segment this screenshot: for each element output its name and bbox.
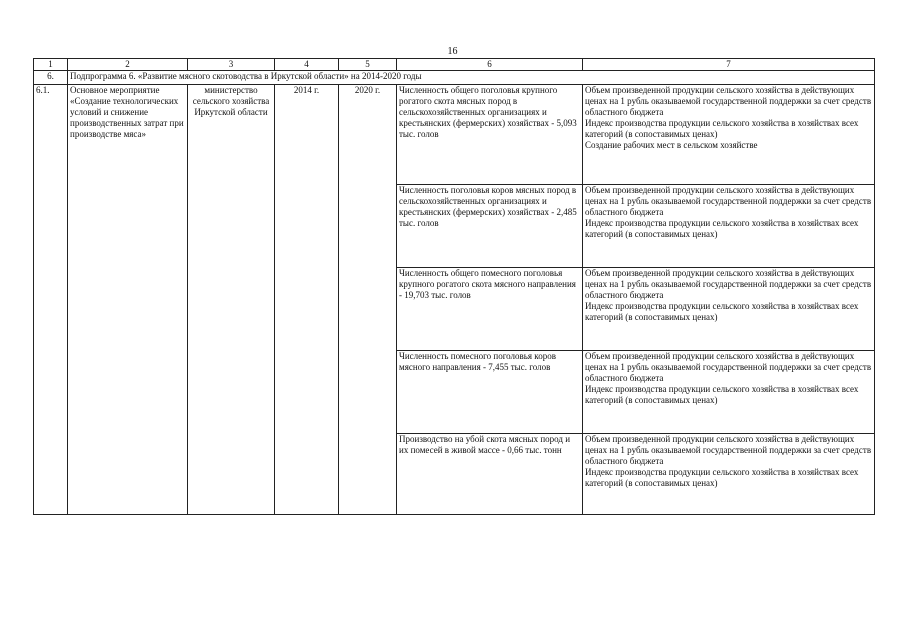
indicator-result: Численность общего помесного поголовья крупного рогатого скота мясного направления - 19,703 тыс. голов bbox=[397, 268, 583, 351]
indicator-result: Численность поголовья коров мясных пород в сельскохозяйственных организациях и крестьянских (фермерских) хозяйствах - 2,485 тыс. голов bbox=[397, 185, 583, 268]
target-item: Объем произведенной продукции сельского хозяйства в действующих ценах на 1 рубль оказываемой государственной поддержки за счет средств областного бюджета bbox=[585, 268, 872, 300]
activity-start-year: 2014 г. bbox=[275, 85, 339, 515]
subprogram-title: Подпрограмма 6. «Развитие мясного скотоводства в Иркутской области» на 2014-2020 годы bbox=[68, 71, 875, 85]
target-item: Индекс производства продукции сельского хозяйства в хозяйствах всех категорий (в сопоставимых ценах) bbox=[585, 384, 859, 405]
indicator-targets bbox=[583, 85, 875, 185]
column-number: 4 bbox=[275, 59, 339, 71]
column-number: 7 bbox=[583, 59, 875, 71]
indicator-result: Численность помесного поголовья коров мясного направления - 7,455 тыс. голов bbox=[397, 351, 583, 434]
column-number: 5 bbox=[339, 59, 397, 71]
indicator-row bbox=[34, 85, 875, 185]
activity-executor: министерство сельского хозяйства Иркутской области bbox=[188, 85, 275, 515]
target-item: Индекс производства продукции сельского хозяйства в хозяйствах всех категорий (в сопоставимых ценах) bbox=[585, 467, 859, 488]
page-number: 16 bbox=[447, 46, 458, 57]
column-number: 1 bbox=[34, 59, 68, 71]
target-item: Объем произведенной продукции сельского хозяйства в действующих ценах на 1 рубль оказываемой государственной поддержки за счет средств областного бюджета bbox=[585, 85, 872, 117]
target-item: Индекс производства продукции сельского хозяйства в хозяйствах всех категорий (в сопоставимых ценах) bbox=[585, 218, 859, 239]
activity-name: Основное мероприятие «Создание технологических условий и снижение производственных затрат при производстве мяса» bbox=[68, 85, 188, 515]
target-item: Объем произведенной продукции сельского хозяйства в действующих ценах на 1 рубль оказываемой государственной поддержки за счет средств областного бюджета bbox=[585, 185, 872, 217]
subprogram-number: 6. bbox=[34, 71, 68, 85]
activity-end-year: 2020 г. bbox=[339, 85, 397, 515]
indicator-targets bbox=[583, 351, 875, 434]
program-table bbox=[33, 58, 875, 515]
target-item: Индекс производства продукции сельского хозяйства в хозяйствах всех категорий (в сопоставимых ценах) bbox=[585, 118, 859, 139]
indicator-result: Производство на убой скота мясных пород и их помесей в живой массе - 0,66 тыс. тонн bbox=[397, 434, 583, 515]
column-number-row bbox=[34, 59, 875, 71]
indicator-targets bbox=[583, 185, 875, 268]
indicator-targets bbox=[583, 268, 875, 351]
activity-number: 6.1. bbox=[34, 85, 68, 515]
column-number: 3 bbox=[188, 59, 275, 71]
subprogram-row bbox=[34, 71, 875, 85]
indicator-targets bbox=[583, 434, 875, 515]
column-number: 6 bbox=[397, 59, 583, 71]
column-number: 2 bbox=[68, 59, 188, 71]
target-item: Создание рабочих мест в сельском хозяйстве bbox=[585, 140, 758, 150]
indicator-result: Численность общего поголовья крупного рогатого скота мясных пород в сельскохозяйственных организациях и крестьянских (фермерских) хозяйствах - 5,093 тыс. голов bbox=[397, 85, 583, 185]
target-item: Объем произведенной продукции сельского хозяйства в действующих ценах на 1 рубль оказываемой государственной поддержки за счет средств областного бюджета bbox=[585, 434, 872, 466]
target-item: Индекс производства продукции сельского хозяйства в хозяйствах всех категорий (в сопоставимых ценах) bbox=[585, 301, 859, 322]
target-item: Объем произведенной продукции сельского хозяйства в действующих ценах на 1 рубль оказываемой государственной поддержки за счет средств областного бюджета bbox=[585, 351, 872, 383]
